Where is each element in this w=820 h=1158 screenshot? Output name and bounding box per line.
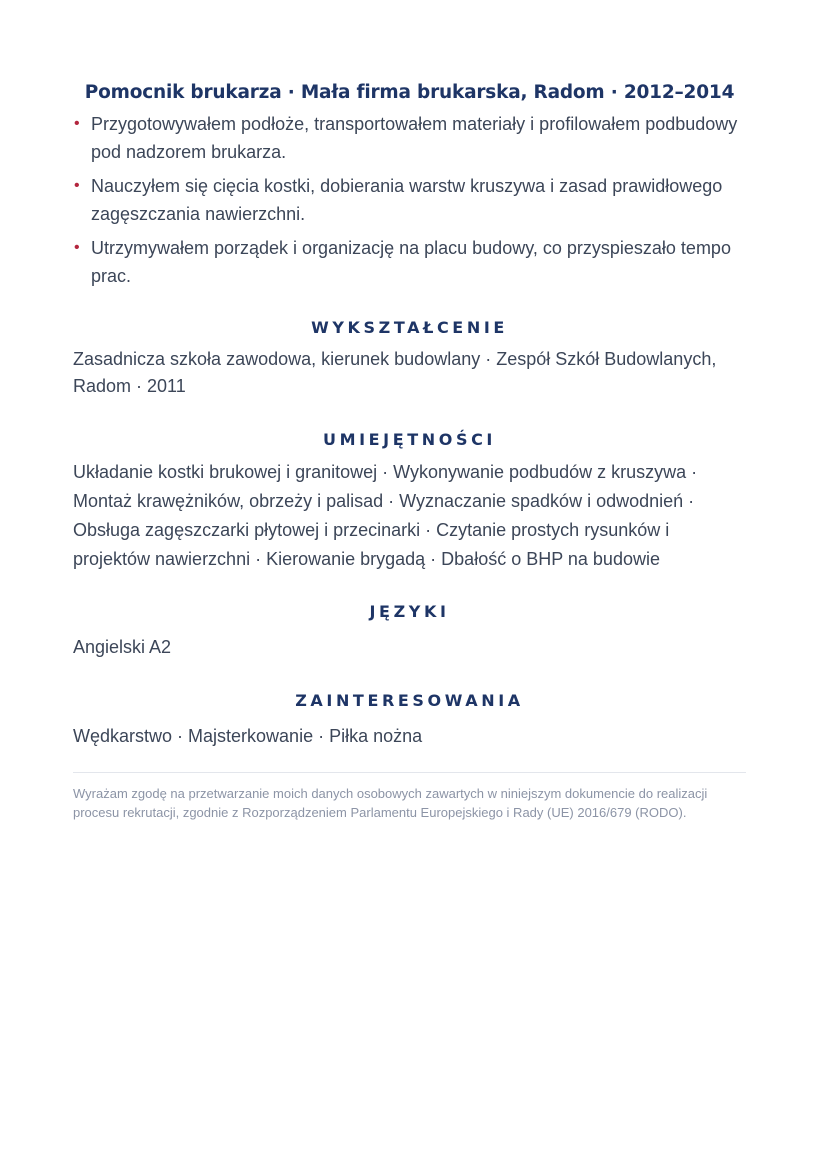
experience-entry <box>73 78 746 290</box>
list-item <box>73 110 746 166</box>
interests-section <box>73 690 746 750</box>
duty-text: Przygotowywałem podłoże, transportowałem materiały i profilowałem podbudowy pod nadzorem brukarza. <box>91 114 738 162</box>
bullet-icon: • <box>74 115 80 132</box>
skills-text: Układanie kostki brukowej i granitowej · Wykonywanie podbudów z kruszywa · Montaż krawężników, obrzeży i palisad · Wyznaczanie spadków i odwodnień · Obsługa zagęszczarki płytowej i przecinarki · Czytanie prostych rysunków i projektów nawierzchni · Kierowanie brygadą · Dbałość o BHP na budowie <box>73 462 698 569</box>
resume-page <box>73 78 746 822</box>
education-text: Zasadnicza szkoła zawodowa, kierunek budowlany · Zespół Szkół Budowlanych, Radom · 2011 <box>73 349 717 396</box>
job-title: Pomocnik brukarza · Mała firma brukarska, Radom · 2012–2014 <box>84 82 735 103</box>
divider <box>73 772 746 773</box>
list-item <box>73 172 746 228</box>
skills-heading: UMIEJĘTNOŚCI <box>322 430 496 449</box>
duty-text: Nauczyłem się cięcia kostki, dobierania warstw kruszywa i zasad prawidłowego zagęszczania nawierzchni. <box>91 176 723 224</box>
languages-text: Angielski A2 <box>73 637 172 657</box>
languages-section <box>73 601 746 661</box>
languages-heading: JĘZYKI <box>369 602 450 621</box>
list-item <box>73 234 746 290</box>
interests-heading: ZAINTERESOWANIA <box>295 691 524 710</box>
bullet-icon: • <box>74 177 80 194</box>
bullet-icon: • <box>74 239 80 256</box>
duty-text: Utrzymywałem porządek i organizację na placu budowy, co przyspieszało tempo prac. <box>91 238 731 286</box>
skills-section <box>73 429 746 574</box>
job-duties-list <box>73 110 746 290</box>
interests-text: Wędkarstwo · Majsterkowanie · Piłka nożna <box>73 726 423 746</box>
gdpr-consent-clause: Wyrażam zgodę na przetwarzanie moich danych osobowych zawartych w niniejszym dokumencie do realizacji procesu rekrutacji, zgodnie z Rozporządzeniem Parlamentu Europejskiego i Rady (UE) 2016/679 (RODO). <box>73 786 708 820</box>
education-section <box>73 317 746 400</box>
education-heading: WYKSZTAŁCENIE <box>311 318 508 337</box>
